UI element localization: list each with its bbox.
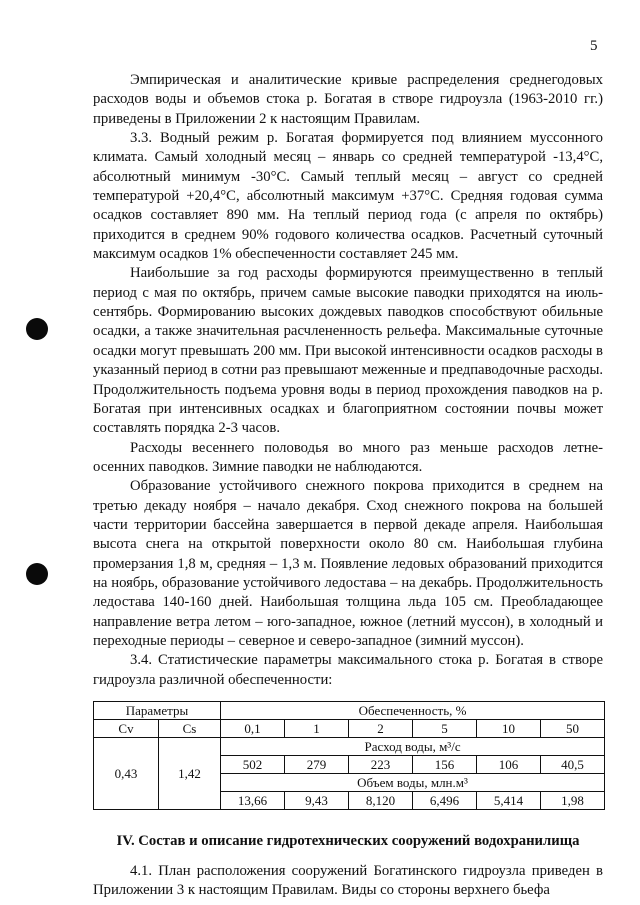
- table-cell-prob: 10: [477, 720, 541, 738]
- table-header-params: Параметры: [94, 702, 221, 720]
- paragraph-water-regime: 3.3. Водный режим р. Богатая формируется под влиянием муссонного климата. Самый холодный месяц – январь со средней температурой -13,4°С, абсолютный минимум -30°С. Самый теплый месяц – август со средней температурой +20,4°С, абсолютный максимум +37°С. Средняя годовая сумма осадков составляет 890 мм. На теплый период года (с апреля по октябрь) приходится в среднем 90% годового количества осадков. Расчетный суточный максимум осадков 1% обеспеченности составляет 245 мм.: [93, 130, 603, 263]
- table-col-cs: Cs: [159, 720, 221, 738]
- section-heading: IV. Состав и описание гидротехнических сооружений водохранилища: [116, 833, 580, 849]
- table-cell-discharge: 502: [221, 756, 285, 774]
- table-cell-cv-value: 0,43: [94, 738, 159, 810]
- table-volume-label: Объем воды, млн.м³: [221, 774, 605, 792]
- table-row: [94, 720, 605, 738]
- table-cell-discharge: 40,5: [541, 756, 605, 774]
- table-cell-discharge: 223: [349, 756, 413, 774]
- paragraph-stats-intro: 3.4. Статистические параметры максимального стока р. Богатая в створе гидроузла различной обеспеченности:: [93, 652, 603, 688]
- table-cell-prob: 2: [349, 720, 413, 738]
- table-cell-volume: 6,496: [413, 792, 477, 810]
- table-header-probability: Обеспеченность, %: [221, 702, 605, 720]
- paragraph-curves: Эмпирическая и аналитические кривые распределения среднегодовых расходов воды и объемов стока р. Богатая в створе гидроузла (1963-2010 гг.) приведены в Приложении 2 к настоящим Правилам.: [93, 72, 603, 127]
- table-row: [94, 738, 605, 756]
- table-cell-volume: 5,414: [477, 792, 541, 810]
- table-cell-volume: 13,66: [221, 792, 285, 810]
- table-cell-cs-value: 1,42: [159, 738, 221, 810]
- table-discharge-label: Расход воды, м³/с: [221, 738, 605, 756]
- table-cell-discharge: 106: [477, 756, 541, 774]
- paragraph-floods: Наибольшие за год расходы формируются преимущественно в теплый период с мая по октябрь, причем самые высокие паводки приходятся на июль-сентябрь. Формированию высоких дождевых паводков способствуют обильные осадки, а также значительная расчлененность рельефа. Максимальные суточные осадки могут превышать 200 мм. При высокой интенсивности осадков расходы в указанный период в сотни раз превышают меженные и предпаводочные расходы. Продолжительность подъема уровня воды в период прохождения паводков на р. Богатая при интенсивных осадках и благоприятном состоянии почвы может составлять порядка 2-3 часов.: [93, 265, 603, 437]
- paragraph-spring-flood: Расходы весеннего половодья во много раз меньше расходов летне-осенних паводков. Зимние паводки не наблюдаются.: [93, 439, 603, 475]
- table-cell-prob: 1: [285, 720, 349, 738]
- table-col-cv: Cv: [94, 720, 159, 738]
- paragraph-layout-plan: 4.1. План расположения сооружений Богатинского гидроузла приведен в Приложении 3 к настоящим Правилам. Виды со стороны верхнего бьефа: [93, 863, 603, 899]
- punch-hole-icon: [26, 563, 48, 585]
- table-cell-prob: 5: [413, 720, 477, 738]
- punch-hole-icon: [26, 318, 48, 340]
- table-cell-discharge: 279: [285, 756, 349, 774]
- table-cell-volume: 8,120: [349, 792, 413, 810]
- table-cell-prob: 0,1: [221, 720, 285, 738]
- table-cell-volume: 9,43: [285, 792, 349, 810]
- table-cell-volume: 1,98: [541, 792, 605, 810]
- document-body: [93, 71, 603, 901]
- table-cell-discharge: 156: [413, 756, 477, 774]
- table-cell-prob: 50: [541, 720, 605, 738]
- table-row: [94, 702, 605, 720]
- stats-table: [93, 701, 605, 810]
- page-number: 5: [590, 38, 598, 54]
- paragraph-snow-ice: Образование устойчивого снежного покрова приходится в среднем на третью декаду ноября – начало декабря. Сход снежного покрова на большей части территории бассейна завершается в первой декаде апреля. Наибольшая высота снега на открытой поверхности около 80 см. Наибольшая глубина промерзания 1,8 м, средняя – 1,3 м. Появление ледовых образований приходится на ноябрь, образование устойчивого ледостава – на декабрь. Продолжительность ледостава 140-160 дней. Наибольшая толщина льда 105 см. Преобладающее направление ветра летом – юго-западное, южное (летний муссон), в холодный и переходные периоды – северное и северо-западное (зимний муссон).: [93, 478, 603, 649]
